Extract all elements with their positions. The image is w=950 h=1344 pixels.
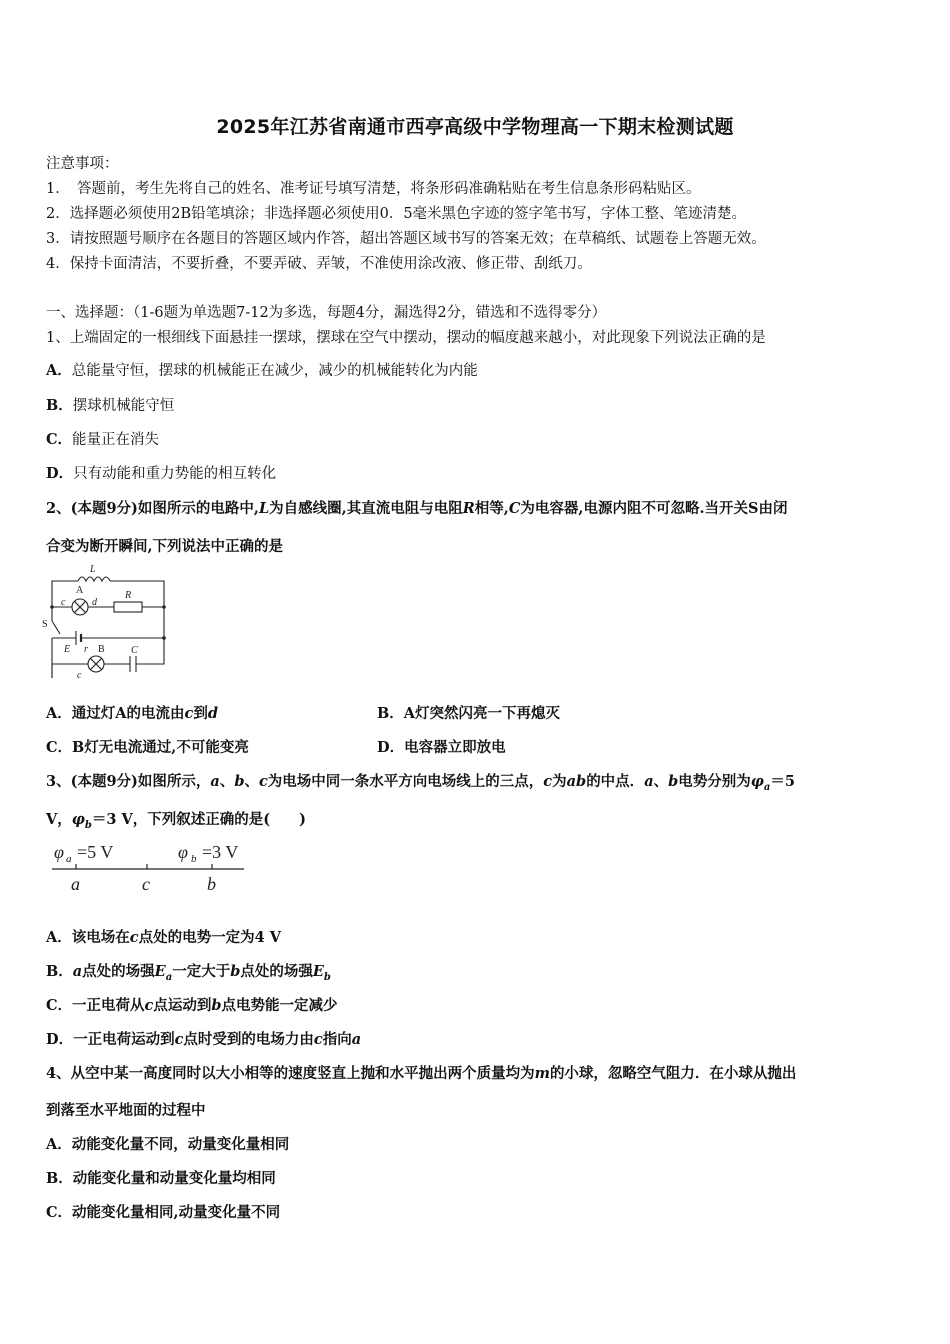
symbol-c: c xyxy=(129,929,139,946)
q3-option-b xyxy=(46,960,331,983)
option-text: 的电流由 xyxy=(126,705,185,722)
symbol-b: b xyxy=(230,963,241,980)
symbol-c: c xyxy=(144,997,154,1014)
symbol-c: c xyxy=(543,773,553,790)
stem-text: 如图所示， xyxy=(137,773,211,790)
option-label: A． xyxy=(46,929,72,946)
symbol-b: b xyxy=(211,997,222,1014)
q1-option-c xyxy=(46,428,159,449)
question-1-stem: 1、上端固定的一根细线下面悬挂一摆球，摆球在空气中摆动，摆动的幅度越来越小，对此现象下列说法正确的是 xyxy=(46,330,766,346)
section-heading: 一、选择题：（1-6题为单选题7-12为多选，每题4分，漏选得2分，错选和不选得零分） xyxy=(46,305,607,321)
question-3-stem xyxy=(46,770,795,793)
q1-option-d xyxy=(46,462,276,483)
q1-option-a xyxy=(46,359,478,380)
phi-b-value: =3 V xyxy=(202,842,239,862)
notice-heading: 注意事项： xyxy=(46,156,119,172)
symbol-L: L xyxy=(258,500,270,517)
label-S: S xyxy=(42,619,48,630)
label-A: A xyxy=(76,585,84,596)
option-text: 一定大于 xyxy=(172,963,231,980)
stem-text: 4、从空中某一高度同时以大小相等的速度竖直上抛和水平抛出两个质量均为 xyxy=(46,1065,535,1082)
q-score: (本题9分) xyxy=(70,773,138,790)
point-a: a xyxy=(71,874,80,894)
option-label: A． xyxy=(46,705,72,722)
option-label: B． xyxy=(46,963,73,980)
label-L: L xyxy=(90,564,96,575)
stem-text: 、 xyxy=(219,773,235,790)
phi-a-value: =5 V xyxy=(77,842,114,862)
label-c2: c xyxy=(77,670,82,681)
notice-item-3: 3．请按照题号顺序在各题目的答题区域内作答，超出答题区域书写的答案无效；在草稿纸、试题卷上答题无效。 xyxy=(46,231,766,247)
stem-text: 电势分别为 xyxy=(678,773,751,790)
q2-option-a xyxy=(46,702,218,723)
option-text: 点处的场强 xyxy=(240,963,313,980)
symbol-R: R xyxy=(462,500,475,517)
label-R: R xyxy=(125,590,132,601)
label-r: r xyxy=(84,644,88,655)
option-text: A xyxy=(115,705,127,722)
option-label: A． xyxy=(46,362,72,379)
symbol-d: d xyxy=(207,705,219,722)
option-text: A xyxy=(403,705,416,722)
q4-option-a xyxy=(46,1133,289,1154)
notice-item-1: 1． 答题前，考生先将自己的姓名、准考证号填写清楚，将条形码准确粘贴在考生信息条形码粘贴区。 xyxy=(46,181,701,197)
page-title: 2025年江苏省南通市西亭高级中学物理高一下期末检测试题 xyxy=(216,116,734,138)
notice-item-2: 2．选择题必须使用2B铅笔填涂；非选择题必须使用0．5毫米黑色字迹的签字笔书写，字体工整、笔迹清楚。 xyxy=(46,206,747,222)
option-label: B． xyxy=(46,1170,73,1187)
q4-option-b xyxy=(46,1167,276,1188)
option-label: D． xyxy=(46,1031,74,1048)
option-text: 只有动能和重力势能的相互转化 xyxy=(73,466,277,482)
q2-option-b xyxy=(377,702,560,723)
symbol-c: c xyxy=(313,1031,323,1048)
symbol-b: b xyxy=(234,773,245,790)
circuit-diagram xyxy=(40,560,175,685)
label-E: E xyxy=(64,644,71,655)
phi-a-symbol: φ xyxy=(54,842,64,862)
question-2-stem-line2: 合变为断开瞬间,下列说法中正确的是 xyxy=(46,538,284,555)
stem-text: ＝5 xyxy=(770,773,795,790)
option-label: C． xyxy=(46,431,73,448)
q1-option-b xyxy=(46,394,174,415)
point-c: c xyxy=(142,874,150,894)
notice-item-4: 4．保持卡面清洁，不要折叠，不要弄破、弄皱，不准使用涂改液、修正带、刮纸刀。 xyxy=(46,256,592,272)
option-text: B灯无电流通过,不可能变亮 xyxy=(72,739,249,756)
subscript-b: b xyxy=(323,971,331,983)
stem-text: 为电容器,电源内阻不可忽略.当开关S由闭 xyxy=(520,500,788,517)
symbol-a: a xyxy=(644,773,654,790)
symbol-c: c xyxy=(258,773,268,790)
option-label: C． xyxy=(46,997,73,1014)
subscript-b: b xyxy=(84,819,92,831)
option-text: 一正电荷运动到 xyxy=(73,1031,175,1048)
symbol-C: C xyxy=(508,500,521,517)
question-2-stem xyxy=(46,497,787,518)
junction-dot xyxy=(50,605,54,609)
symbol-a: a xyxy=(351,1031,362,1048)
stem-text: 、 xyxy=(653,773,669,790)
phi-a-sub: a xyxy=(66,853,72,865)
q3-option-c xyxy=(46,994,338,1015)
stem-text: 为 xyxy=(552,773,567,790)
question-4-stem-line2: 到落至水平地面的过程中 xyxy=(46,1102,206,1119)
symbol-a: a xyxy=(210,773,220,790)
q3-option-a xyxy=(46,926,281,947)
q4-option-c xyxy=(46,1201,280,1222)
option-label: D． xyxy=(377,739,405,756)
question-4-stem xyxy=(46,1062,796,1083)
symbol-a: a xyxy=(72,963,83,980)
option-text: 4 V xyxy=(254,929,281,946)
option-text: 指向 xyxy=(322,1031,352,1048)
q2-option-d xyxy=(377,736,506,757)
subscript-a: a xyxy=(763,781,771,793)
option-label: C． xyxy=(46,739,73,756)
stem-text: 如图所示的电路中, xyxy=(137,500,259,517)
option-text: 总能量守恒，摆球的机械能正在减少，减少的机械能转化为内能 xyxy=(71,363,478,379)
stem-text: V， xyxy=(46,811,72,828)
label-c: c xyxy=(61,597,66,608)
symbol-E: E xyxy=(154,963,166,980)
subscript-a: a xyxy=(165,971,173,983)
symbol-phi: φ xyxy=(750,773,764,790)
option-text: 一正电荷从 xyxy=(72,997,145,1014)
symbol-c: c xyxy=(184,705,194,722)
option-text: 点处的电势一定为 xyxy=(138,929,255,946)
label-d: d xyxy=(92,597,97,608)
q-number: 2、 xyxy=(46,500,71,517)
option-label: B． xyxy=(377,705,404,722)
symbol-E: E xyxy=(312,963,324,980)
option-text: 动能变化量相同,动量变化量不同 xyxy=(72,1204,281,1221)
stem-text: 为自感线圈,其直流电阻与电阻 xyxy=(269,500,463,517)
option-label: B． xyxy=(46,397,73,414)
option-label: C． xyxy=(46,1204,73,1221)
option-text: 该电场在 xyxy=(71,929,130,946)
symbol-m: m xyxy=(534,1065,550,1082)
stem-text: 的中点． xyxy=(586,773,645,790)
junction-dot xyxy=(162,605,166,609)
option-text: 通过灯 xyxy=(71,705,116,722)
stem-text: ＝3 V，下列叙述正确的是( ) xyxy=(91,811,306,828)
label-B: B xyxy=(98,644,105,655)
q-score: (本题9分) xyxy=(70,500,138,517)
option-text: 能量正在消失 xyxy=(72,432,160,448)
option-text: 点运动到 xyxy=(153,997,212,1014)
option-label: D． xyxy=(46,465,74,482)
option-text: 到 xyxy=(193,705,208,722)
option-text: 动能变化量和动量变化量均相同 xyxy=(72,1170,276,1187)
option-text: 电容器立即放电 xyxy=(404,739,506,756)
option-text: 点时受到的电场力由 xyxy=(183,1031,314,1048)
option-text: 点处的场强 xyxy=(82,963,155,980)
field-line-diagram xyxy=(46,836,256,898)
q-number: 3、 xyxy=(46,773,71,790)
q3-option-d xyxy=(46,1028,361,1049)
q2-option-c xyxy=(46,736,249,757)
symbol-ab: ab xyxy=(566,773,587,790)
option-text: 摆球机械能守恒 xyxy=(72,398,175,414)
option-text: 点电势能一定减少 xyxy=(221,997,338,1014)
label-C: C xyxy=(131,645,138,656)
symbol-b: b xyxy=(668,773,679,790)
question-3-stem-line2 xyxy=(46,808,306,831)
option-text: 灯突然闪亮一下再熄灭 xyxy=(415,705,561,722)
stem-text: 相等, xyxy=(474,500,509,517)
option-label: A． xyxy=(46,1136,72,1153)
symbol-phi: φ xyxy=(71,811,85,828)
stem-text: 、 xyxy=(244,773,259,790)
junction-dot xyxy=(162,636,166,640)
option-text: 动能变化量不同，动量变化量相同 xyxy=(71,1136,290,1153)
stem-text: 的小球，忽略空气阻力．在小球从抛出 xyxy=(549,1065,797,1082)
symbol-c: c xyxy=(174,1031,184,1048)
point-b: b xyxy=(207,874,216,894)
phi-b-symbol: φ xyxy=(178,842,188,862)
stem-text: 为电场中同一条水平方向电场线上的三点， xyxy=(267,773,544,790)
phi-b-sub: b xyxy=(191,853,197,865)
